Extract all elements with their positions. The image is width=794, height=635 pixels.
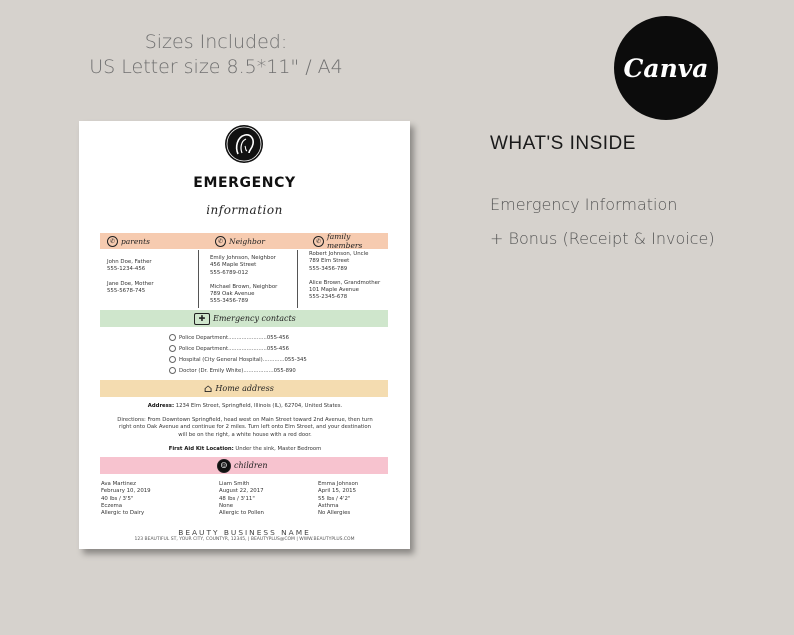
house-icon: ⌂ [204,382,213,395]
canva-logo [614,16,718,120]
first-aid-value: Under the sink, Master Bedroom [235,446,322,452]
doc-subtitle: information [206,203,283,217]
child-entry: Emma Johnson April 15, 2015 55 lbs / 4'2" Asthma No Allergies [318,481,359,517]
first-aid-kit-icon: ✚ [194,313,210,325]
phone-icon: ✆ [107,236,118,247]
home-address-label: Home address [215,384,274,393]
family-header-label: family members [326,232,363,250]
whats-inside-item-2: + Bonus (Receipt & Invoice) [490,229,715,248]
child-entry: Liam Smith August 22, 2017 48 lbs / 3'11" None Allergic to Pollen [219,481,264,517]
emergency-contacts-label: Emergency contacts [213,314,296,323]
sizes-line1: Sizes Included: [144,31,288,53]
neighbor-header [215,233,265,249]
sizes-line2: US Letter size 8.5*11" / A4 [89,56,343,78]
address-value: 1234 Elm Street, Springfield, Illinois (IL), 62704, United States. [175,403,343,409]
business-name: BEAUTY BUSINESS NAME [178,528,311,537]
directions-text: Directions: From Downtown Springfield, head west on Main Street toward 2nd Avenue, then turn right onto Oak Avenue and continue for 2 miles. Turn left onto Elm Street, and your destination will be on the right, a white house with a red door. [117,417,373,438]
radio-circle-icon[interactable] [169,334,176,341]
phone-icon: ✆ [215,236,226,247]
column-divider [198,250,199,308]
woman-profile-logo-icon [225,125,263,163]
whats-inside-item-1: Emergency Information [490,195,678,214]
document-preview [79,121,410,549]
doc-title: EMERGENCY [193,175,296,191]
parent-entry: John Doe, Father 555-1234-456 [107,259,152,273]
neighbor-header-label: Neighbor [229,236,265,246]
emergency-contact-item[interactable]: Hospital (City General Hospital).............055-345 [169,356,307,363]
family-header [313,233,388,249]
column-divider [297,250,298,308]
neighbors-list [210,255,277,313]
canva-logo-text: Canva [623,53,709,83]
children-header [217,457,268,474]
whats-inside-title: WHAT'S INSIDE [490,133,636,154]
home-address-header [204,380,274,397]
sizes-caption [86,30,346,80]
radio-circle-icon[interactable] [169,356,176,363]
parents-list [107,259,154,302]
family-list [309,251,380,309]
first-aid-line [101,446,389,453]
home-address-band [100,380,388,397]
family-entry: Alice Brown, Grandmother 101 Maple Avenue 555-2345-678 [309,279,381,301]
parents-header [107,233,150,249]
children-band [100,457,388,474]
children-label: children [234,461,268,470]
parents-header-label: parents [121,236,150,246]
address-label: Address: [147,403,175,409]
parent-entry: Jane Doe, Mother 555-5678-745 [107,280,154,294]
emergency-contact-item[interactable]: Doctor (Dr. Emily White)..................055-890 [169,367,296,374]
child-entry: Ava Martinez February 10, 2019 40 lbs / 3'5" Eczema Allergic to Dairy [101,481,151,517]
emergency-contact-item[interactable]: Police Department.......................055-456 [169,334,289,341]
radio-circle-icon[interactable] [169,367,176,374]
footer-contact: 123 BEAUTIFUL ST, YOUR CITY, COUNTYR, 12345, | BEAUTYPLUS@COM | WWW.BEAUTYPLUS.COM [134,537,355,542]
emergency-contacts-header [194,310,296,327]
radio-circle-icon[interactable] [169,345,176,352]
family-entry: Robert Johnson, Uncle 789 Elm Street 555-3456-789 [309,251,369,272]
phone-icon: ✆ [313,236,324,247]
emergency-contacts-band [100,310,388,327]
contacts-header-band [100,233,388,249]
emergency-contact-item[interactable]: Police Department.......................055-456 [169,345,289,352]
neighbor-entry: Michael Brown, Neighbor 789 Oak Avenue 555-3456-789 [210,283,278,305]
child-icon: ☺ [217,459,231,473]
first-aid-label: First Aid Kit Location: [168,446,234,452]
address-line [101,403,389,410]
neighbor-entry: Emily Johnson, Neighbor 456 Maple Street 555-6789-012 [210,255,276,276]
